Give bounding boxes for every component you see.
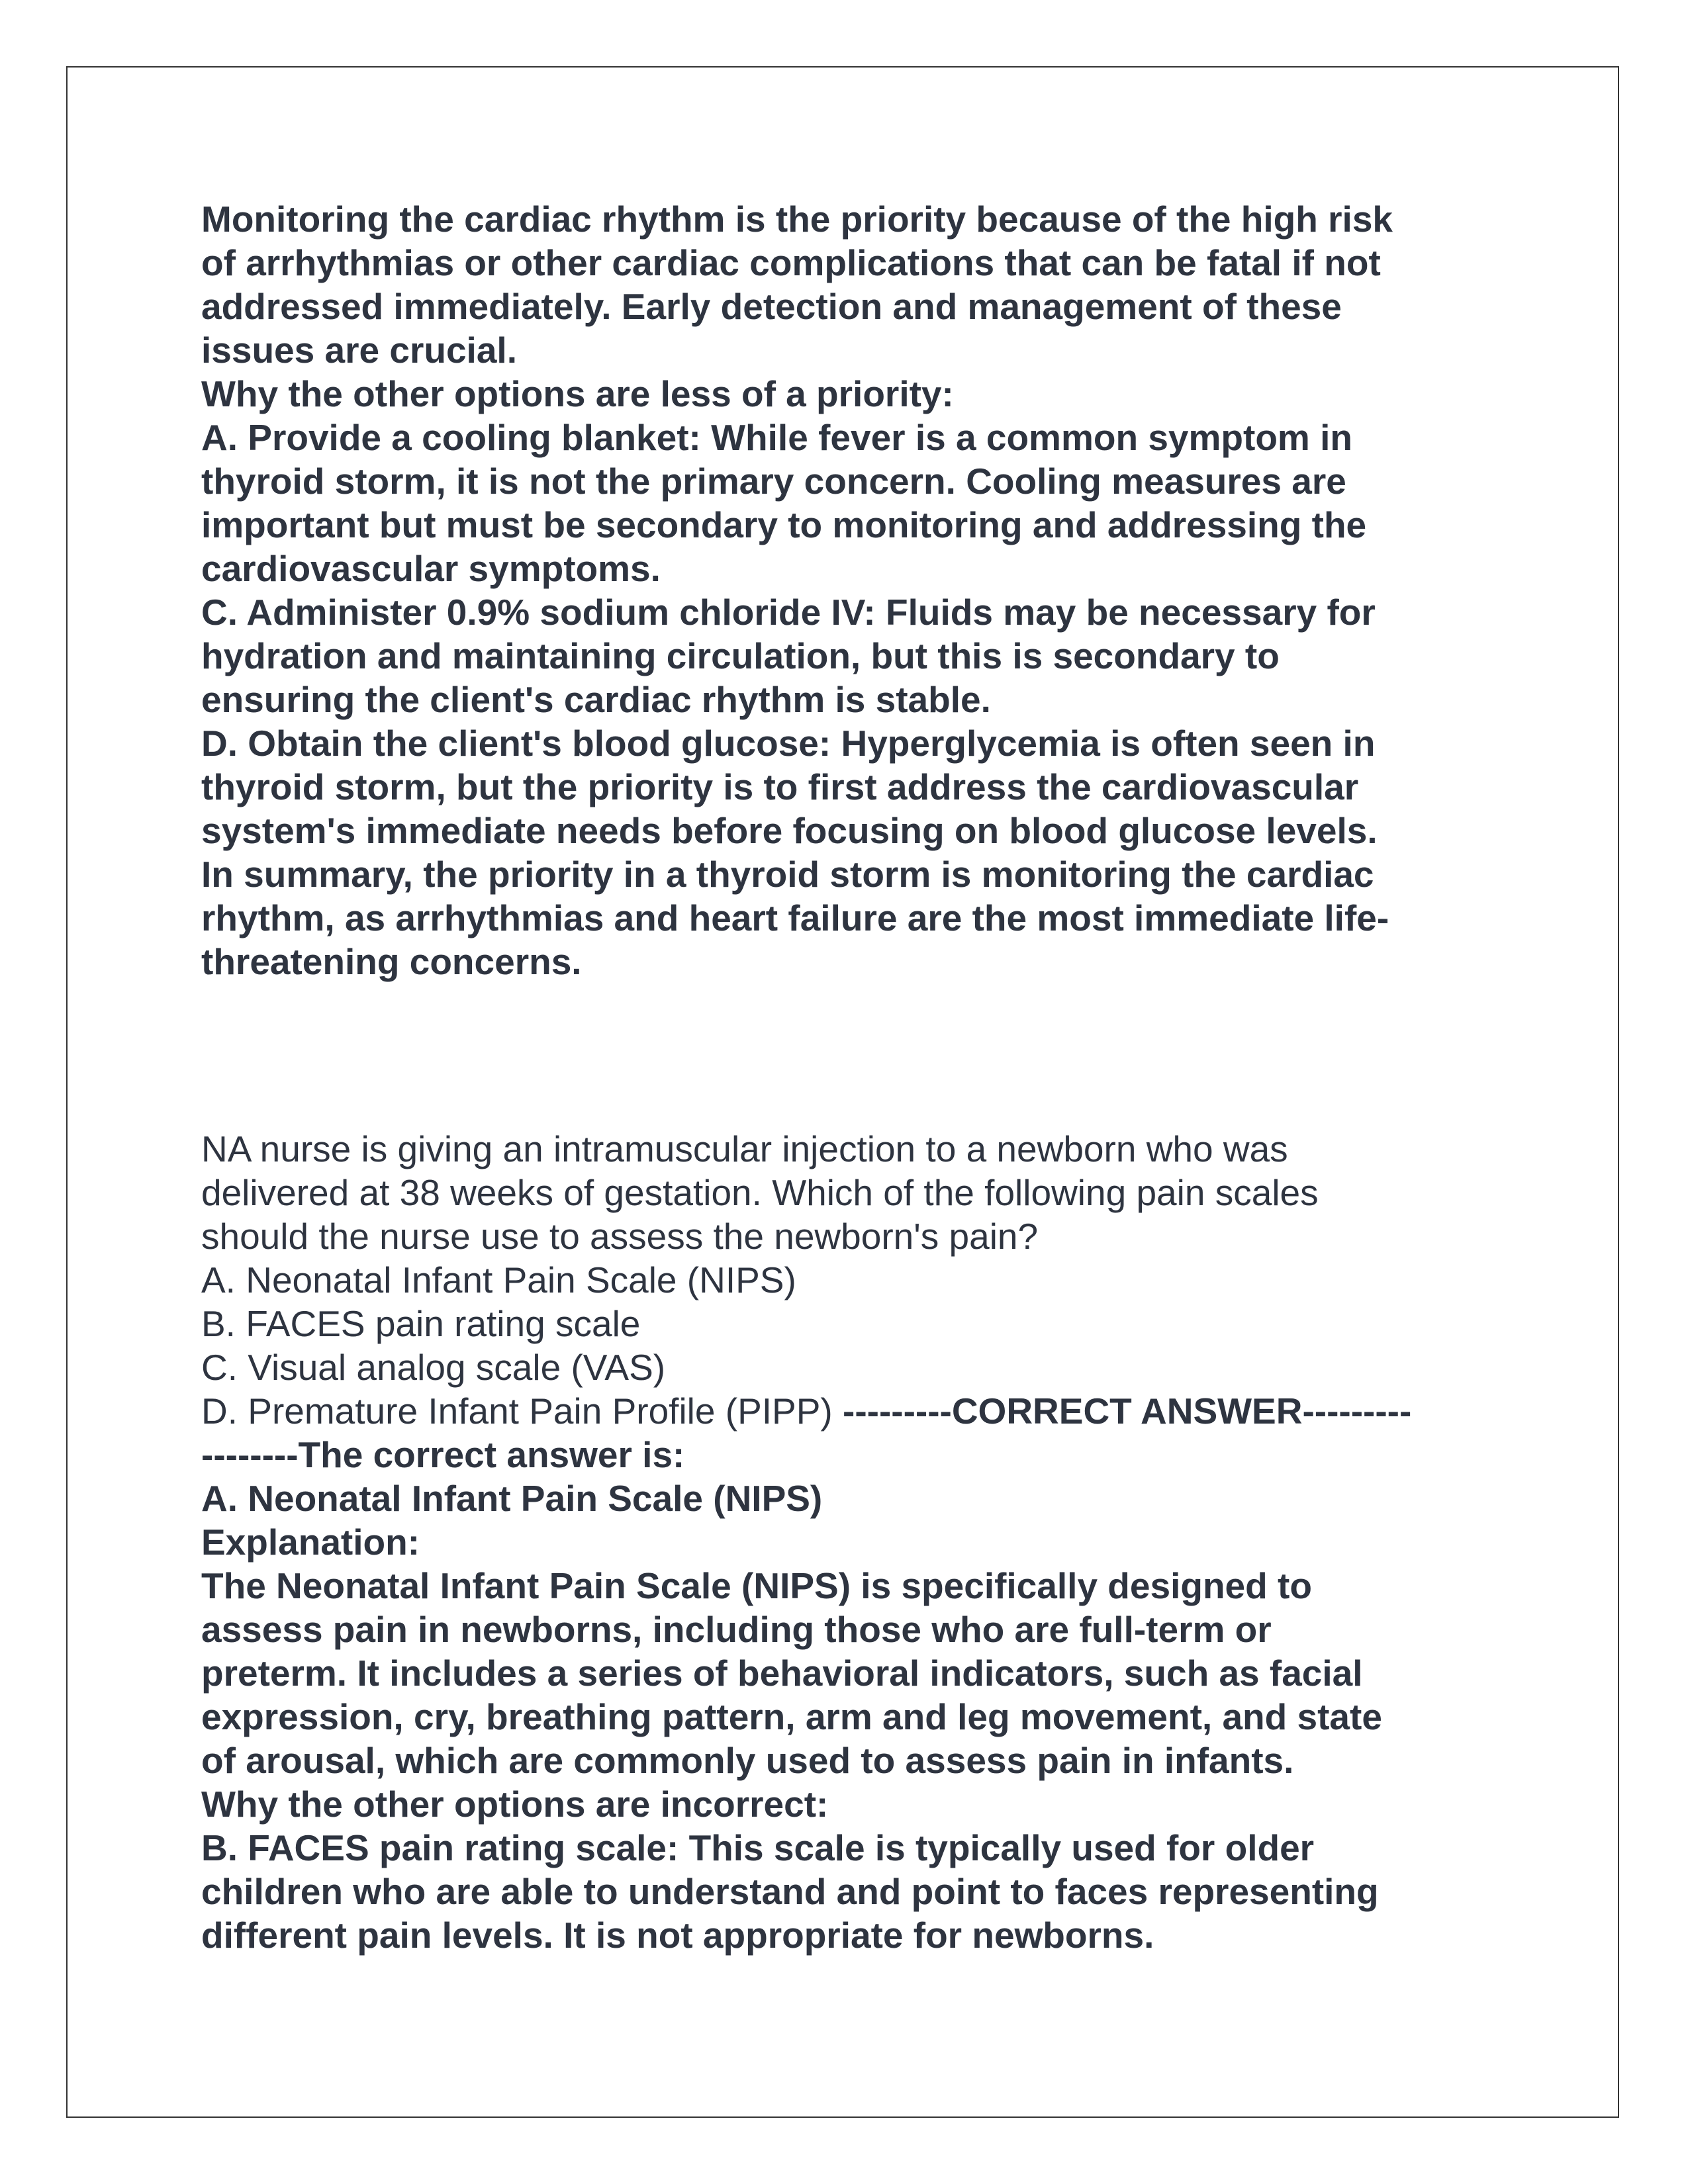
question-line: should the nurse use to assess the newborn's pain? <box>201 1216 1039 1257</box>
answer-line: preterm. It includes a series of behavioral indicators, such as facial <box>201 1653 1363 1694</box>
explanation-line: system's immediate needs before focusing on blood glucose levels. <box>201 810 1378 851</box>
explanation-line: thyroid storm, it is not the primary concern. Cooling measures are <box>201 461 1346 502</box>
explanation-line: cardiovascular symptoms. <box>201 548 661 589</box>
question-line: NA nurse is giving an intramuscular injection to a newborn who was <box>201 1128 1288 1169</box>
explanation-line: D. Obtain the client's blood glucose: Hyperglycemia is often seen in <box>201 723 1376 764</box>
explanation-line: Why the other options are less of a priority: <box>201 373 954 414</box>
answer-line: B. FACES pain rating scale: This scale is typically used for older <box>201 1827 1315 1868</box>
explanation-line: important but must be secondary to monitoring and addressing the <box>201 504 1367 545</box>
explanation-line: hydration and maintaining circulation, but this is secondary to <box>201 635 1280 676</box>
question-option: C. Visual analog scale (VAS) <box>201 1347 666 1388</box>
answer-line: A. Neonatal Infant Pain Scale (NIPS) <box>201 1478 823 1519</box>
answer-line: Explanation: <box>201 1522 420 1563</box>
answer-line: Why the other options are incorrect: <box>201 1784 829 1825</box>
question-option-with-marker <box>201 1389 1411 1433</box>
answer-line: expression, cry, breathing pattern, arm and leg movement, and state <box>201 1696 1382 1737</box>
answer-line: The Neonatal Infant Pain Scale (NIPS) is specifically designed to <box>201 1565 1312 1606</box>
explanation-line: A. Provide a cooling blanket: While fever is a common symptom in <box>201 417 1352 458</box>
correct-answer-marker: ---------CORRECT ANSWER--------- <box>843 1390 1412 1432</box>
explanation-line: ensuring the client's cardiac rhythm is stable. <box>201 679 991 720</box>
explanation-line: C. Administer 0.9% sodium chloride IV: Fluids may be necessary for <box>201 592 1376 633</box>
question-line: delivered at 38 weeks of gestation. Which of the following pain scales <box>201 1172 1319 1213</box>
answer-line: of arousal, which are commonly used to assess pain in infants. <box>201 1740 1294 1781</box>
answer-line: assess pain in newborns, including those who are full-term or <box>201 1609 1272 1650</box>
explanation-line: Monitoring the cardiac rhythm is the priority because of the high risk <box>201 199 1393 240</box>
explanation-line: thyroid storm, but the priority is to first address the cardiovascular <box>201 766 1359 807</box>
question-option: B. FACES pain rating scale <box>201 1303 641 1344</box>
answer-line: children who are able to understand and point to faces representing <box>201 1871 1379 1912</box>
explanation-line: issues are crucial. <box>201 330 517 371</box>
explanation-line: In summary, the priority in a thyroid storm is monitoring the cardiac <box>201 854 1374 895</box>
answer-line: --------The correct answer is: <box>201 1434 685 1475</box>
question-option: A. Neonatal Infant Pain Scale (NIPS) <box>201 1259 796 1300</box>
explanation-line: threatening concerns. <box>201 941 582 982</box>
explanation-line: of arrhythmias or other cardiac complications that can be fatal if not <box>201 242 1381 283</box>
question-option: D. Premature Infant Pain Profile (PIPP) <box>201 1390 833 1432</box>
explanation-line: rhythm, as arrhythmias and heart failure are the most immediate life- <box>201 897 1389 938</box>
explanation-line: addressed immediately. Early detection and management of these <box>201 286 1342 327</box>
answer-line: different pain levels. It is not appropriate for newborns. <box>201 1915 1154 1956</box>
